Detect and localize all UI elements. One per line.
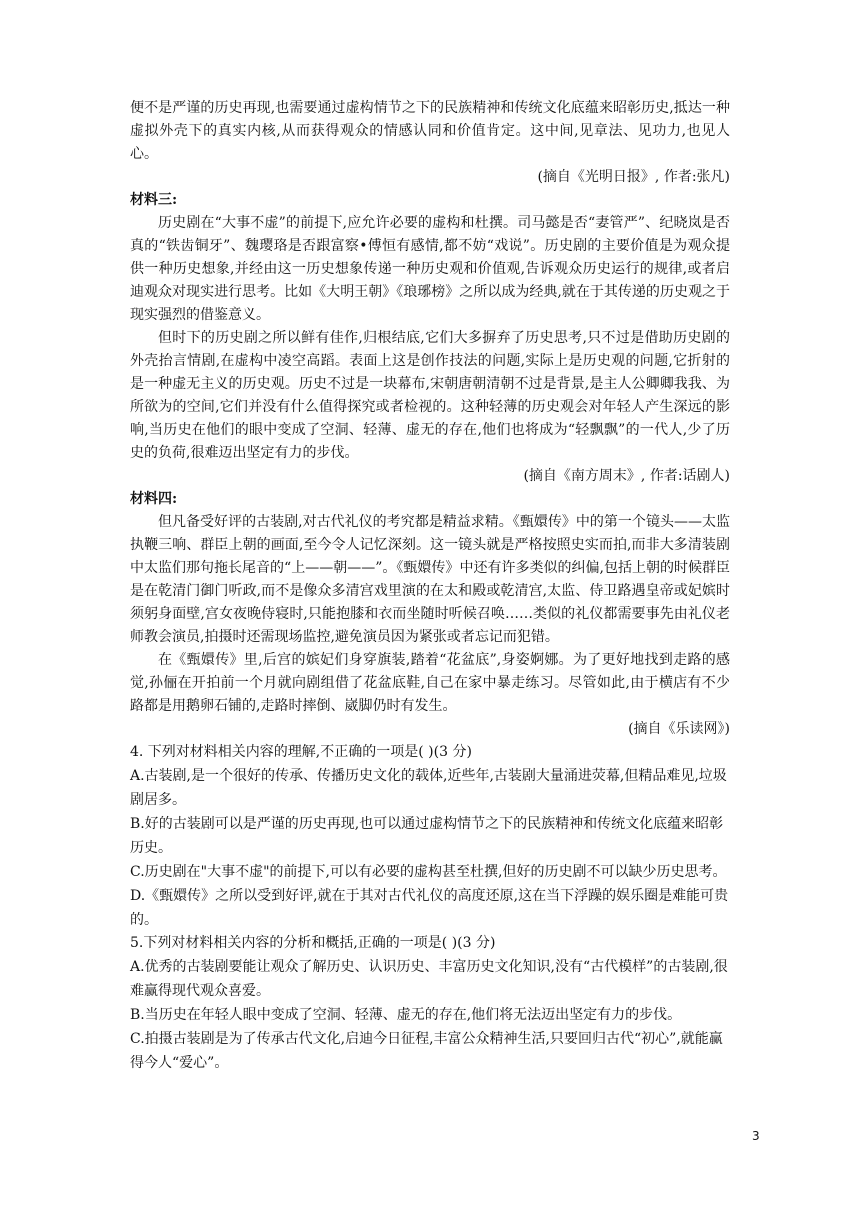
material-3-heading: 材料三: (130, 192, 178, 208)
source-citation-4: (摘自《乐读网》) (628, 721, 730, 737)
page-number: 3 (752, 1129, 760, 1143)
material-3-paragraph-2: 但时下的历史剧之所以鲜有佳作,归根结底,它们大多摒弃了历史思考,只不过是借助历史剧的外壳抬言情剧,在虚构中凌空高蹈。表面上这是创作技法的问题,实际上是历史观的问题,它折射的是一种虚无主义的历史观。历史不过是一块幕布,宋朝唐朝清朝不过是背景,是主人公卿卿我我、为所欲为的空间,它们并没有什么值得探究或者检视的。这种轻薄的历史观会对年轻人产生深远的影响,当历史在他们的眼中变成了空洞、轻薄、虚无的存在,他们也将成为“轻飘飘”的一代人,少了历史的负荷,很难迈出坚定有力的步伐。 (130, 330, 730, 461)
question-4-option-a: A.古装剧,是一个很好的传承、传播历史文化的载体,近些年,古装剧大量涌进荧幕,但精品难见,垃圾剧居多。 (130, 768, 727, 808)
document-body (130, 97, 730, 1075)
material-3-paragraph-1: 历史剧在“大事不虚”的前提下,应允许必要的虚构和杜撰。司马懿是否“妻管严”、纪晓岚是否真的“铁齿铜牙”、魏璎珞是否跟富察•傅恒有感情,都不妨“戏说”。历史剧的主要价值是为观众提供一种历史想象,并经由这一历史想象传递一种历史观和价值观,告诉观众历史运行的规律,或者启迪观众对现实进行思考。比如《大明王朝》《琅琊榜》之所以成为经典,就在于其传递的历史观之于现实强烈的借鉴意义。 (130, 215, 730, 323)
question-5-option-c: C.拍摄古装剧是为了传承古代文化,启迪今日征程,丰富公众精神生活,只要回归古代“初心”,就能赢得今人“爱心”。 (130, 1031, 723, 1071)
question-5-option-b: B.当历史在年轻人眼中变成了空洞、轻薄、虚无的存在,他们将无法迈出坚定有力的步伐。 (130, 1007, 682, 1023)
material-4-paragraph-2: 在《甄嬛传》里,后宫的嫔妃们身穿旗装,踏着“花盆底”,身姿婀娜。为了更好地找到走路的感觉,孙俪在开拍前一个月就向剧组借了花盆底鞋,自己在家中暴走练习。尽管如此,由于横店有不少路都是用鹅卵石铺的,走路时摔倒、崴脚仍时有发生。 (130, 652, 730, 714)
question-4-option-c: C.历史剧在"大事不虚"的前提下,可以有必要的虚构甚至杜撰,但好的历史剧不可以缺少历史思考。 (130, 864, 727, 880)
paragraph-continued: 便不是严谨的历史再现,也需要通过虚构情节之下的民族精神和传统文化底蕴来昭彰历史,抵达一种虚拟外壳下的真实内核,从而获得观众的情感认同和价值肯定。这中间,见章法、见功力,也见人心。 (130, 100, 730, 162)
question-4-option-d: D.《甄嬛传》之所以受到好评,就在于其对古代礼仪的高度还原,这在当下浮躁的娱乐圈是难能可贵的。 (130, 888, 729, 928)
question-5: 5.下列对材料相关内容的分析和概括,正确的一项是( )(3 分) (130, 935, 496, 951)
question-5-option-a: A.优秀的古装剧要能让观众了解历史、认识历史、丰富历史文化知识,没有“古代模样”的古装剧,很难赢得现代观众喜爱。 (130, 959, 728, 999)
question-4-option-b: B.好的古装剧可以是严谨的历史再现,也可以通过虚构情节之下的民族精神和传统文化底蕴来昭彰历史。 (130, 816, 724, 856)
source-citation-2: (摘自《光明日报》, 作者:张凡) (537, 169, 730, 185)
source-citation-3: (摘自《南方周末》, 作者:话剧人) (523, 468, 730, 484)
question-4: 4. 下列对材料相关内容的理解,不正确的一项是( )(3 分) (130, 744, 472, 760)
material-4-paragraph-1: 但凡备受好评的古装剧,对古代礼仪的考究都是精益求精。《甄嬛传》中的第一个镜头——太监执鞭三响、群臣上朝的画面,至今令人记忆深刻。这一镜头就是严格按照史实而拍,而非大多清装剧中太监们那句拖长尾音的“上——朝——”。《甄嬛传》中还有许多类似的纠偏,包括上朝的时候群臣是在乾清门御门听政,而不是像众多清宫戏里演的在太和殿或乾清宫,太监、侍卫路遇皇帝或妃嫔时须躬身面壁,宫女夜晚侍寝时,只能抱膝和衣而坐随时听候召唤……类似的礼仪都需要事先由礼仪老师教会演员,拍摄时还需现场监控,避免演员因为紧张或者忘记而犯错。 (130, 514, 730, 645)
material-4-heading: 材料四: (130, 491, 178, 507)
